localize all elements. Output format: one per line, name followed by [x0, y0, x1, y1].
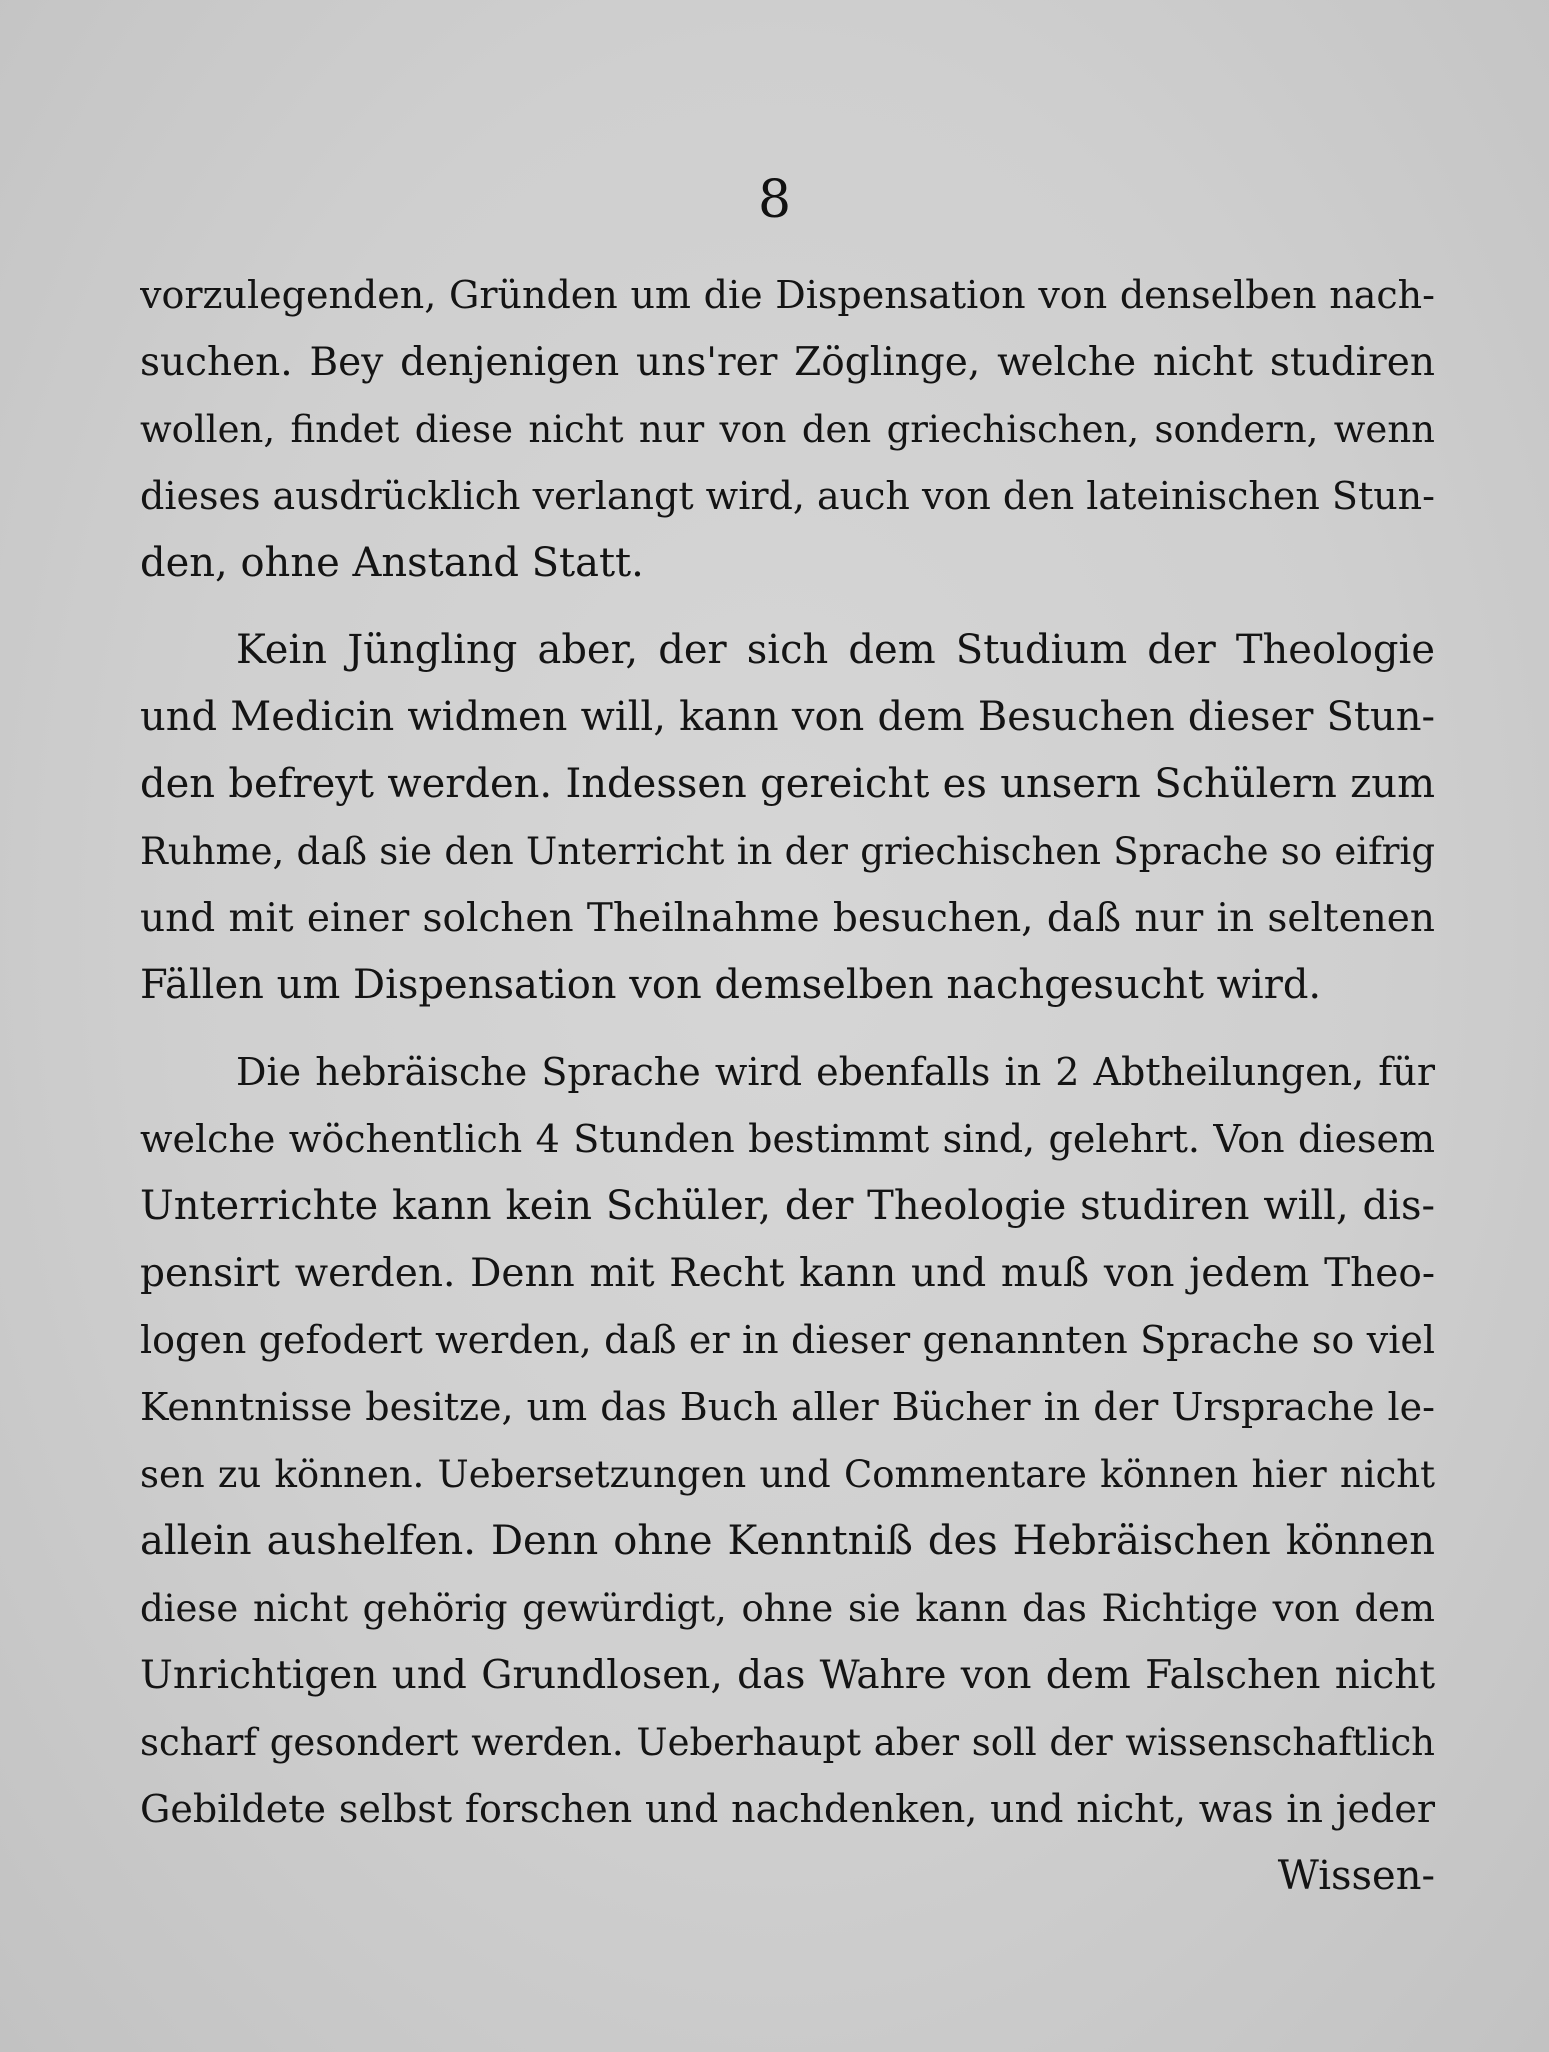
text-line: logen gefodert werden, daß er in dieser genannten Sprache so viel — [140, 1318, 1435, 1362]
paragraph-gap — [140, 1019, 1435, 1039]
text-line: Unrichtigen und Grundlosen, das Wahre von dem Falschen nicht — [140, 1653, 1435, 1698]
paragraph-2 — [140, 617, 1435, 1019]
paragraph-gap — [140, 597, 1435, 617]
text-line: und mit einer solchen Theilnahme besuchen, daß nur in seltenen — [140, 896, 1435, 941]
paragraph-3 — [140, 1039, 1435, 1843]
text-line: wollen, findet diese nicht nur von den griechischen, sondern, wenn — [140, 408, 1435, 451]
text-line: Gebildete selbst forschen und nachdenken, und nicht, was in jeder — [140, 1787, 1435, 1831]
catchword: Wissen- — [1277, 1853, 1435, 1899]
text-line: den, ohne Anstand Statt. — [140, 540, 644, 586]
text-line: welche wöchentlich 4 Stunden bestimmt sind, gelehrt. Von diesem — [140, 1117, 1435, 1161]
text-line: vorzulegenden, Gründen um die Dispensation von denselben nach- — [140, 273, 1435, 317]
body-text — [140, 262, 1435, 1910]
page-number: 8 — [757, 170, 792, 230]
text-line: pensirt werden. Denn mit Recht kann und muß von jedem Theo- — [140, 1251, 1435, 1296]
text-line: allein aushelfen. Denn ohne Kenntniß des Hebräischen können — [140, 1518, 1435, 1564]
text-line: Die hebräische Sprache wird ebenfalls in 2 Abtheilungen, für — [236, 1050, 1435, 1094]
text-line: dieses ausdrücklich verlangt wird, auch von den lateinischen Stun- — [140, 474, 1435, 518]
text-line: scharf gesondert werden. Ueberhaupt aber soll der wissenschaftlich — [140, 1721, 1435, 1764]
text-line: Ruhme, daß sie den Unterricht in der griechischen Sprache so eifrig — [140, 830, 1435, 873]
paragraph-1 — [140, 262, 1435, 597]
text-line: Unterrichte kann kein Schüler, der Theologie studiren will, dis- — [140, 1183, 1435, 1229]
text-line: Kein Jüngling aber, der sich dem Studium der Theologie — [236, 627, 1435, 673]
text-line: und Medicin widmen will, kann von dem Besuchen dieser Stun- — [140, 694, 1435, 740]
text-line: sen zu können. Uebersetzungen und Commentare können hier nicht — [140, 1453, 1435, 1496]
text-line: den befreyt werden. Indessen gereicht es unsern Schülern zum — [140, 761, 1435, 807]
text-line: diese nicht gehörig gewürdigt, ohne sie kann das Richtige von dem — [140, 1587, 1435, 1630]
text-line: Fällen um Dispensation von demselben nachgesucht wird. — [140, 962, 1322, 1008]
text-line: Kenntnisse besitze, um das Buch aller Bücher in der Ursprache le- — [140, 1385, 1435, 1429]
text-line: suchen. Bey denjenigen uns'rer Zöglinge, welche nicht studiren — [140, 340, 1435, 385]
